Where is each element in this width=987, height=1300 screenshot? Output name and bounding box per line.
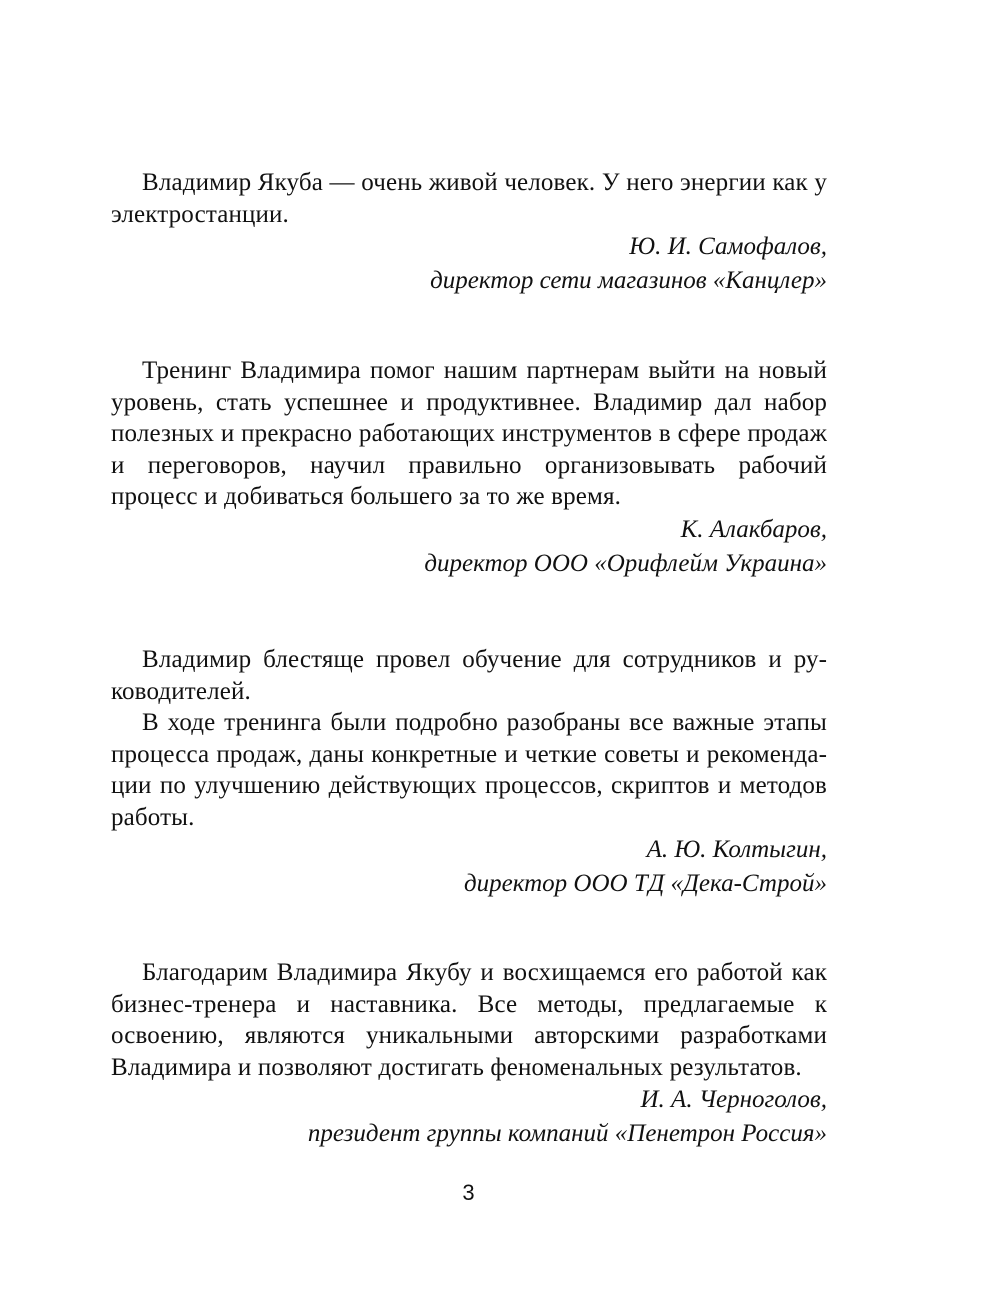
testimonial-author-position: президент группы компаний «Пенетрон Россия»: [307, 1120, 827, 1147]
testimonial: [111, 355, 827, 581]
testimonial-author-position: директор ООО «Орифлейм Украина»: [424, 549, 827, 577]
testimonial: [111, 167, 827, 298]
testimonial: [111, 644, 827, 901]
testimonial-author-position: директор ООО ТД «Дека-Строй»: [464, 870, 827, 897]
testimonial-paragraph: Тренинг Владимира помог нашим партнерам выйти на новый уровень, стать успешнее и продуктивнее. Владимир дал набор полезных и прекрасно работающих инструментов в сфере продаж и переговоров, научил правильно организовывать рабочий процесс и добиваться большего за то же время.: [111, 357, 827, 510]
testimonial-paragraph: Благодарим Владимира Якубу и восхищаемся его работой как бизнес-тренера и наставника. Все методы, предлагаемые к освоению, являются уникальными авторскими разработками Владимира и позволяют достигать феноменальных результатов.: [111, 959, 827, 1081]
testimonial-paragraph: Владимир блестяще провел обучение для сотрудников и руководителей.: [111, 646, 827, 705]
testimonial-author: Ю. И. Самофалов,: [629, 233, 827, 260]
testimonial-paragraph: В ходе тренинга были подробно разобраны все важные этапы процесса продаж, даны конкретные и четкие советы и рекомендации по улучшению действующих процессов, скриптов и методов работы.: [111, 709, 827, 831]
testimonial-author: А. Ю. Колтыгин,: [646, 836, 827, 863]
testimonial: [111, 957, 827, 1151]
testimonial-paragraph: Владимир Якуба — очень живой человек. У него энергии как у электростанции.: [111, 169, 827, 228]
testimonial-author: И. А. Черноголов,: [640, 1086, 827, 1113]
testimonial-author: К. Алакбаров,: [680, 515, 827, 543]
page-number: 3: [462, 1180, 475, 1205]
testimonial-author-position: директор сети магазинов «Канцлер»: [430, 267, 827, 294]
